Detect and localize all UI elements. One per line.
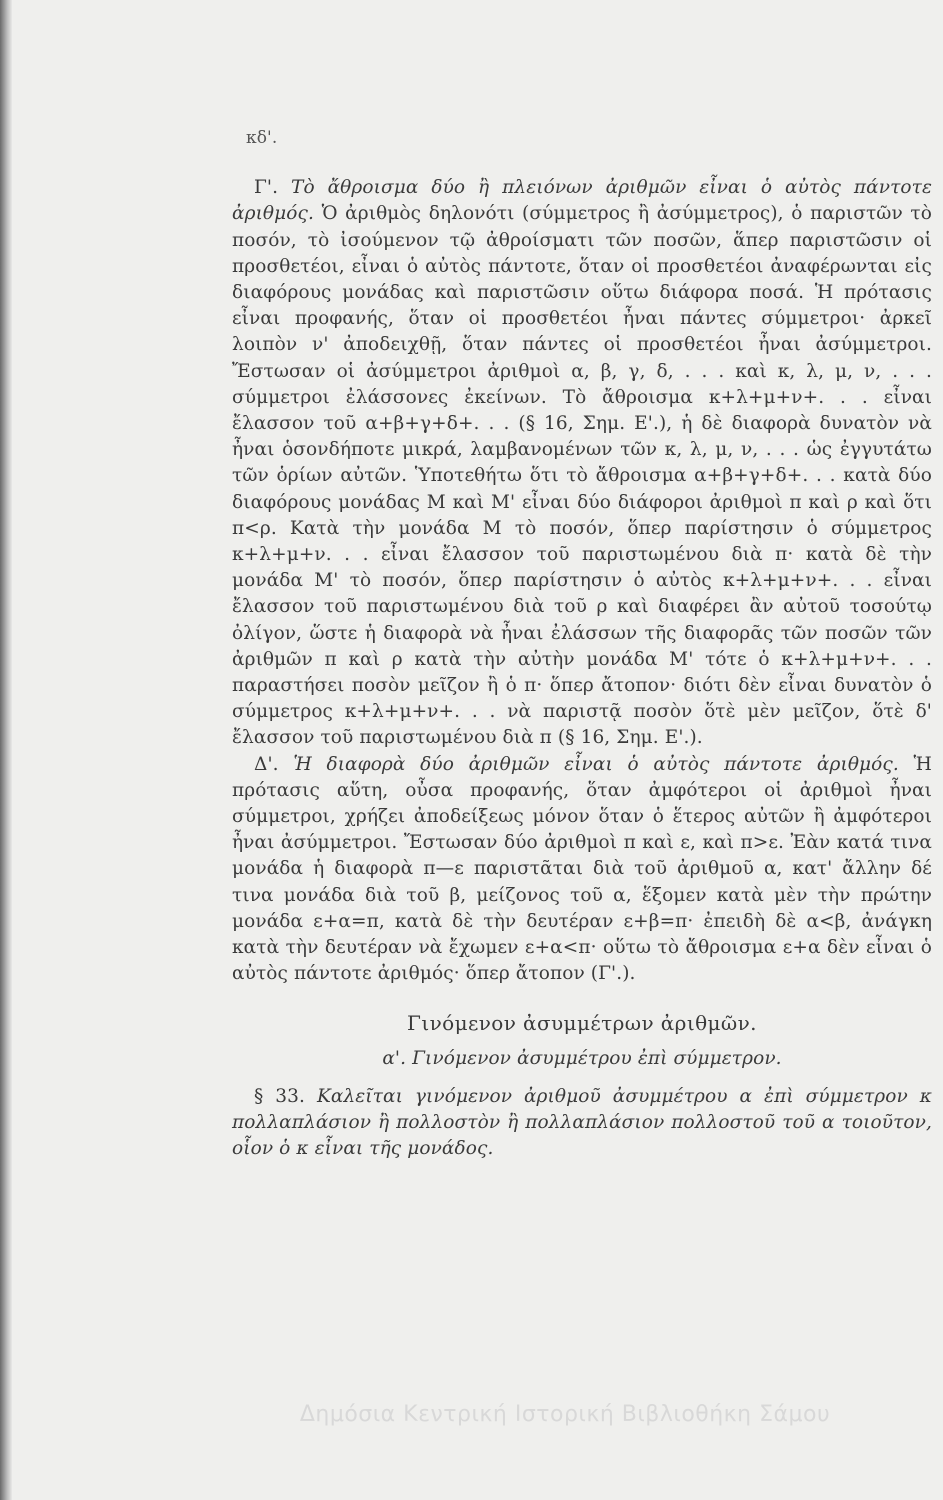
paragraph-delta-statement: Ἡ διαφορὰ δύο ἀριθμῶν εἶναι ὁ αὐτὸς πάντοτε ἀριθμός.	[293, 753, 899, 775]
paragraph-gamma-body: Ὁ ἀριθμὸς δηλονότι (σύμμετρος ἢ ἀσύμμετρος), ὁ παριστῶν τὸ ποσόν, τὸ ἰσούμενον τῷ ἀθροίσματι τῶν ποσῶν, ἅπερ παριστῶσιν οἱ προσθετέοι, εἶναι ὁ αὐτὸς πάντοτε, ὅταν οἱ προσθετέοι ἀναφέρωνται εἰς διαφόρους μονάδας καὶ παριστῶσιν οὕτω διάφορα ποσά. Ἡ πρότασις εἶναι προφανής, ὅταν οἱ προσθετέοι ἦναι πάντες σύμμετροι· ἀρκεῖ λοιπὸν ν' ἀποδειχθῇ, ὅταν πάντες οἱ προσθετέοι ἦναι ἀσύμμετροι. Ἔστωσαν οἱ ἀσύμμετροι ἀριθμοὶ α, β, γ, δ, . . . καὶ κ, λ, μ, ν, . . . σύμμετροι ἐλάσσονες ἐκείνων. Τὸ ἄθροισμα κ+λ+μ+ν+. . . εἶναι ἔλασσον τοῦ α+β+γ+δ+. . . (§ 16, Σημ. Ε'.), ἡ δὲ διαφορὰ δυνατὸν νὰ ἦναι ὁσονδήποτε μικρά, λαμβανομένων τῶν κ, λ, μ, ν, . . . ὡς ἐγγυτάτω τῶν ὁρίων αὐτῶν. Ὑποτεθήτω ὅτι τὸ ἄθροισμα α+β+γ+δ+. . . κατὰ δύο διαφόρους μονάδας Μ καὶ Μ' εἶναι δύο διάφοροι ἀριθμοὶ π καὶ ρ καὶ ὅτι π<ρ. Κατὰ τὴν μονάδα Μ τὸ ποσόν, ὅπερ παρίστησιν ὁ σύμμετρος κ+λ+μ+ν. . . εἶναι ἔλασσον τοῦ παριστωμένου διὰ π· κατὰ δὲ τὴν μονάδα Μ' τὸ ποσόν, ὅπερ παρίστησιν ὁ αὐτὸς κ+λ+μ+ν+. . . εἶναι ἔλασσον τοῦ παριστωμένου διὰ τοῦ ρ καὶ διαφέρει ἂν αὐτοῦ τοσούτῳ ὀλίγον, ὥστε ἡ διαφορὰ νὰ ἦναι ἐλάσσων τῆς διαφορᾶς τῶν ποσῶν τῶν ἀριθμῶν π καὶ ρ κατὰ τὴν αὐτὴν μονάδα Μ' τότε ὁ κ+λ+μ+ν+. . . παραστήσει ποσὸν μεῖζον ἢ ὁ π· ὅπερ ἄτοπον· διότι δὲν εἶναι δυνατὸν ὁ σύμμετρος κ+λ+μ+ν+. . . νὰ παριστᾷ ποσὸν ὅτὲ μὲν μεῖζον, ὅτὲ δ' ἔλασσον τοῦ παριστωμένου διὰ π (§ 16, Σημ. Ε'.).	[232, 203, 933, 749]
book-page	[232, 125, 932, 1163]
page-number: κδ'.	[246, 128, 278, 148]
subheading: α'. Γινόμενον ἀσυμμέτρου ἐπὶ σύμμετρον.	[382, 1047, 782, 1069]
section-heading: Γινόμενον ἀσυμμέτρων ἀριθμῶν.	[407, 1010, 757, 1035]
paragraph-gamma-statement: Τὸ ἄθροισμα δύο ἢ πλειόνων ἀριθμῶν εἶναι ὁ αὐτὸς πάντοτε ἀριθμός.	[232, 177, 933, 225]
library-watermark: Δημόσια Κεντρική Ιστορική Βιβλιοθήκη Σάμου	[299, 1402, 831, 1427]
paragraph-33	[232, 1084, 932, 1163]
paragraph-delta-label: Δ'.	[254, 753, 279, 775]
paragraph-33-label: § 33.	[254, 1085, 305, 1107]
paragraph-delta	[232, 752, 932, 988]
paragraph-delta-body: Ἡ πρότασις αὕτη, οὖσα προφανής, ὅταν ἀμφότεροι οἱ ἀριθμοὶ ἦναι σύμμετροι, χρήζει ἀποδείξεως μόνον ὅταν ὁ ἕτερος αὐτῶν ἢ ἀμφότεροι ἦναι ἀσύμμετροι. Ἔστωσαν δύο ἀριθμοὶ π καὶ ε, καὶ π>ε. Ἐὰν κατά τινα μονάδα ἡ διαφορὰ π—ε παριστᾶται διὰ τοῦ ἀριθμοῦ α, κατ' ἄλλην δέ τινα μονάδα διὰ τοῦ β, μείζονος τοῦ α, ἕξομεν κατὰ μὲν τὴν πρώτην μονάδα ε+α=π, κατὰ δὲ τὴν δευτέραν ε+β=π· ἐπειδὴ δὲ α<β, ἀνάγκη κατὰ τὴν δευτέραν νὰ ἔχωμεν ε+α<π· οὕτω τὸ ἄθροισμα ε+α δὲν εἶναι ὁ αὐτὸς πάντοτε ἀριθμός· ὅπερ ἄτοπον (Γ'.).	[232, 753, 933, 985]
paragraph-33-text: Καλεῖται γινόμενον ἀριθμοῦ ἀσυμμέτρου α ἐπὶ σύμμετρον κ πολλαπλάσιον ἢ πολλοστὸν ἢ πολλαπλάσιον πολλοστοῦ τοῦ α τοιοῦτον, οἷον ὁ κ εἶναι τῆς μονάδος.	[232, 1085, 933, 1160]
paragraph-gamma	[232, 175, 932, 751]
scan-edge-shadow	[0, 0, 12, 1500]
paragraph-gamma-label: Γ'.	[254, 177, 279, 199]
